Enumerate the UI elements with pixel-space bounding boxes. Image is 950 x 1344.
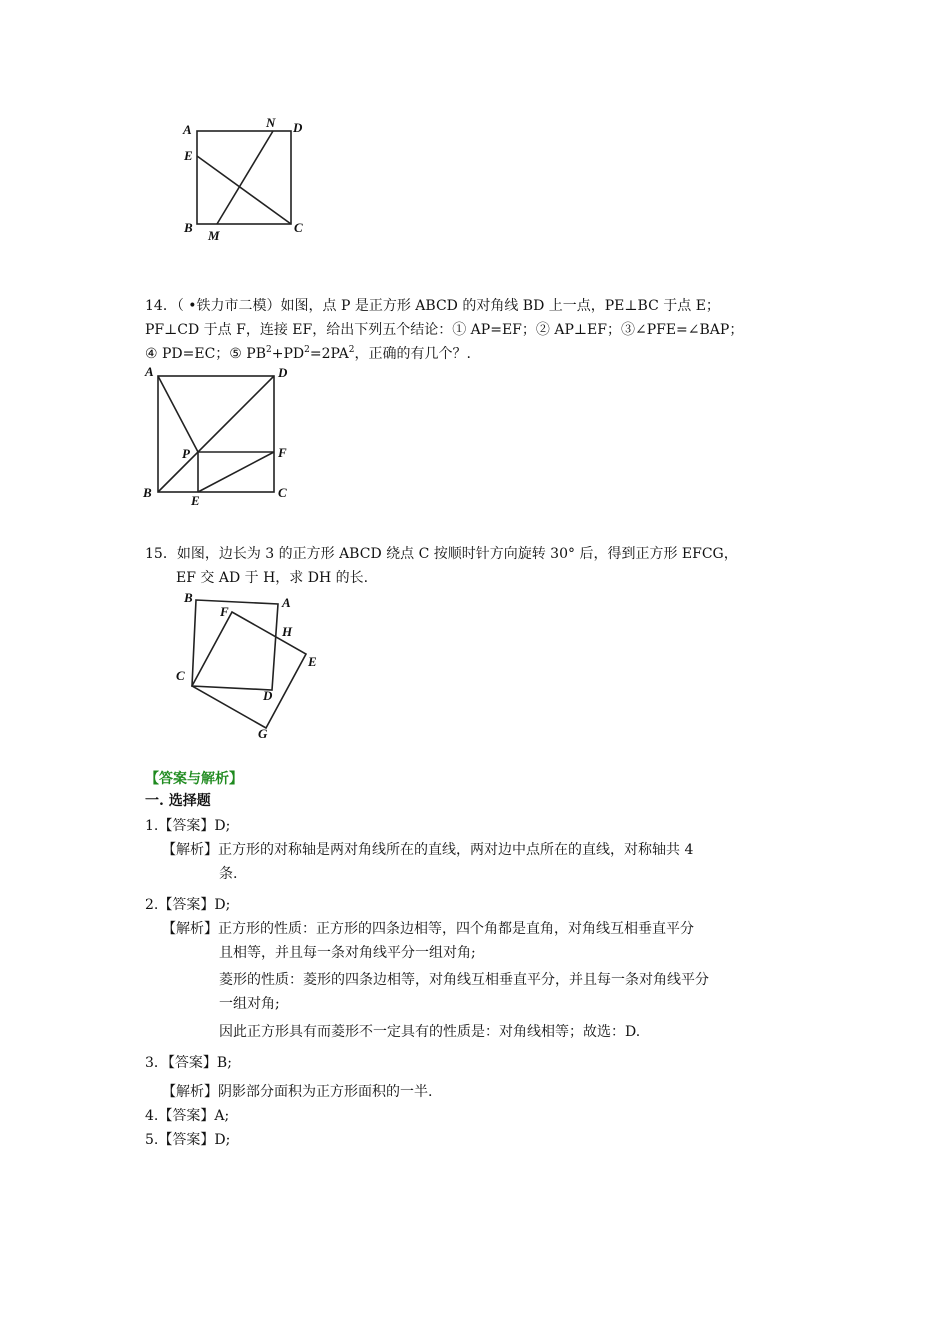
answer-1: 1.【答案】D; bbox=[145, 818, 231, 834]
answer-3-explanation-1: 【解析】阴影部分面积为正方形面积的一半. bbox=[162, 1084, 433, 1100]
label-a: A bbox=[183, 122, 192, 137]
q14-sup-1: 2 bbox=[266, 345, 272, 355]
answer-5: 5.【答案】D; bbox=[145, 1132, 231, 1148]
label-e: E bbox=[184, 148, 193, 163]
label-g: G bbox=[258, 726, 268, 738]
label-n: N bbox=[266, 115, 276, 130]
q14-line-3-part-d: ，正确的有几个？. bbox=[354, 346, 471, 362]
label-e: E bbox=[191, 493, 200, 508]
answer-2-explanation-5: 因此正方形具有而菱形不一定具有的性质是：对角线相等；故选：D. bbox=[219, 1024, 641, 1040]
label-a: A bbox=[145, 364, 154, 379]
label-c: C bbox=[294, 220, 303, 235]
answer-4: 4.【答案】A; bbox=[145, 1108, 230, 1124]
answer-3: 3．【答案】B; bbox=[145, 1055, 232, 1071]
answer-1-explanation-2: 条. bbox=[219, 866, 238, 882]
diagonal-bd bbox=[158, 376, 274, 492]
answer-1-explanation-1: 【解析】正方形的对称轴是两对角线所在的直线，两对边中点所在的直线，对称轴共 4 bbox=[162, 842, 694, 858]
label-b: B bbox=[143, 485, 152, 500]
q15-line-2: EF 交 AD 于 H，求 DH 的长. bbox=[176, 570, 369, 586]
answer-2-explanation-3: 菱形的性质：菱形的四条边相等，对角线互相垂直平分，并且每一条对角线平分 bbox=[219, 972, 709, 988]
answer-2-explanation-1: 【解析】正方形的性质：正方形的四条边相等，四个角都是直角，对角线互相垂直平分 bbox=[162, 921, 694, 937]
q15-line-1: 15．如图，边长为 3 的正方形 ABCD 绕点 C 按顺时针方向旋转 30° 后，得到正方形 EFCG， bbox=[145, 546, 738, 562]
label-d: D bbox=[263, 688, 273, 703]
answer-2-explanation-2: 且相等，并且每一条对角线平分一组对角; bbox=[219, 945, 476, 961]
square-outline bbox=[197, 131, 291, 224]
label-b: B bbox=[184, 220, 193, 235]
figure-rotated-squares bbox=[170, 588, 330, 738]
label-h: H bbox=[282, 624, 293, 639]
label-p: P bbox=[182, 446, 190, 461]
label-e: E bbox=[308, 654, 317, 669]
q14-line-3-part-b: +PD bbox=[271, 346, 305, 362]
figure-square-pef bbox=[140, 362, 300, 510]
label-a: A bbox=[282, 595, 291, 610]
q14-sup-2: 2 bbox=[304, 345, 310, 355]
section-title: 一. 选择题 bbox=[145, 793, 211, 809]
label-c: C bbox=[278, 485, 287, 500]
figure-square-abcd-nm-ec bbox=[175, 112, 315, 247]
figure-14-svg bbox=[140, 362, 300, 510]
label-d: D bbox=[293, 120, 303, 135]
label-c: C bbox=[176, 668, 185, 683]
q14-line-1: 14．（ •铁力市二模）如图，点 P 是正方形 ABCD 的对角线 BD 上一点，PE⊥BC 于点 E； bbox=[145, 298, 720, 314]
answer-2-explanation-4: 一组对角; bbox=[219, 996, 280, 1012]
label-f: F bbox=[278, 445, 287, 460]
q14-sup-3: 2 bbox=[348, 345, 355, 355]
label-f: F bbox=[220, 604, 229, 619]
answers-heading: 【答案与解析】 bbox=[145, 771, 243, 787]
segment-ec bbox=[197, 156, 291, 224]
answer-2: 2.【答案】D; bbox=[145, 897, 231, 913]
label-m: M bbox=[208, 228, 220, 243]
label-b: B bbox=[184, 590, 193, 605]
q14-line-2: PF⊥CD 于点 F，连接 EF，给出下列五个结论：① AP=EF；② AP⊥EF；③∠PFE=∠BAP； bbox=[145, 322, 744, 338]
segment-ap bbox=[158, 376, 198, 452]
q14-line-3-part-c: =2PA bbox=[309, 346, 349, 362]
q14-line-3-part-a: ④ PD=EC；⑤ PB bbox=[145, 346, 267, 362]
figure-15-svg bbox=[170, 588, 330, 738]
segment-ef bbox=[198, 452, 274, 492]
figure-13-svg bbox=[175, 112, 315, 247]
label-d: D bbox=[278, 365, 288, 380]
